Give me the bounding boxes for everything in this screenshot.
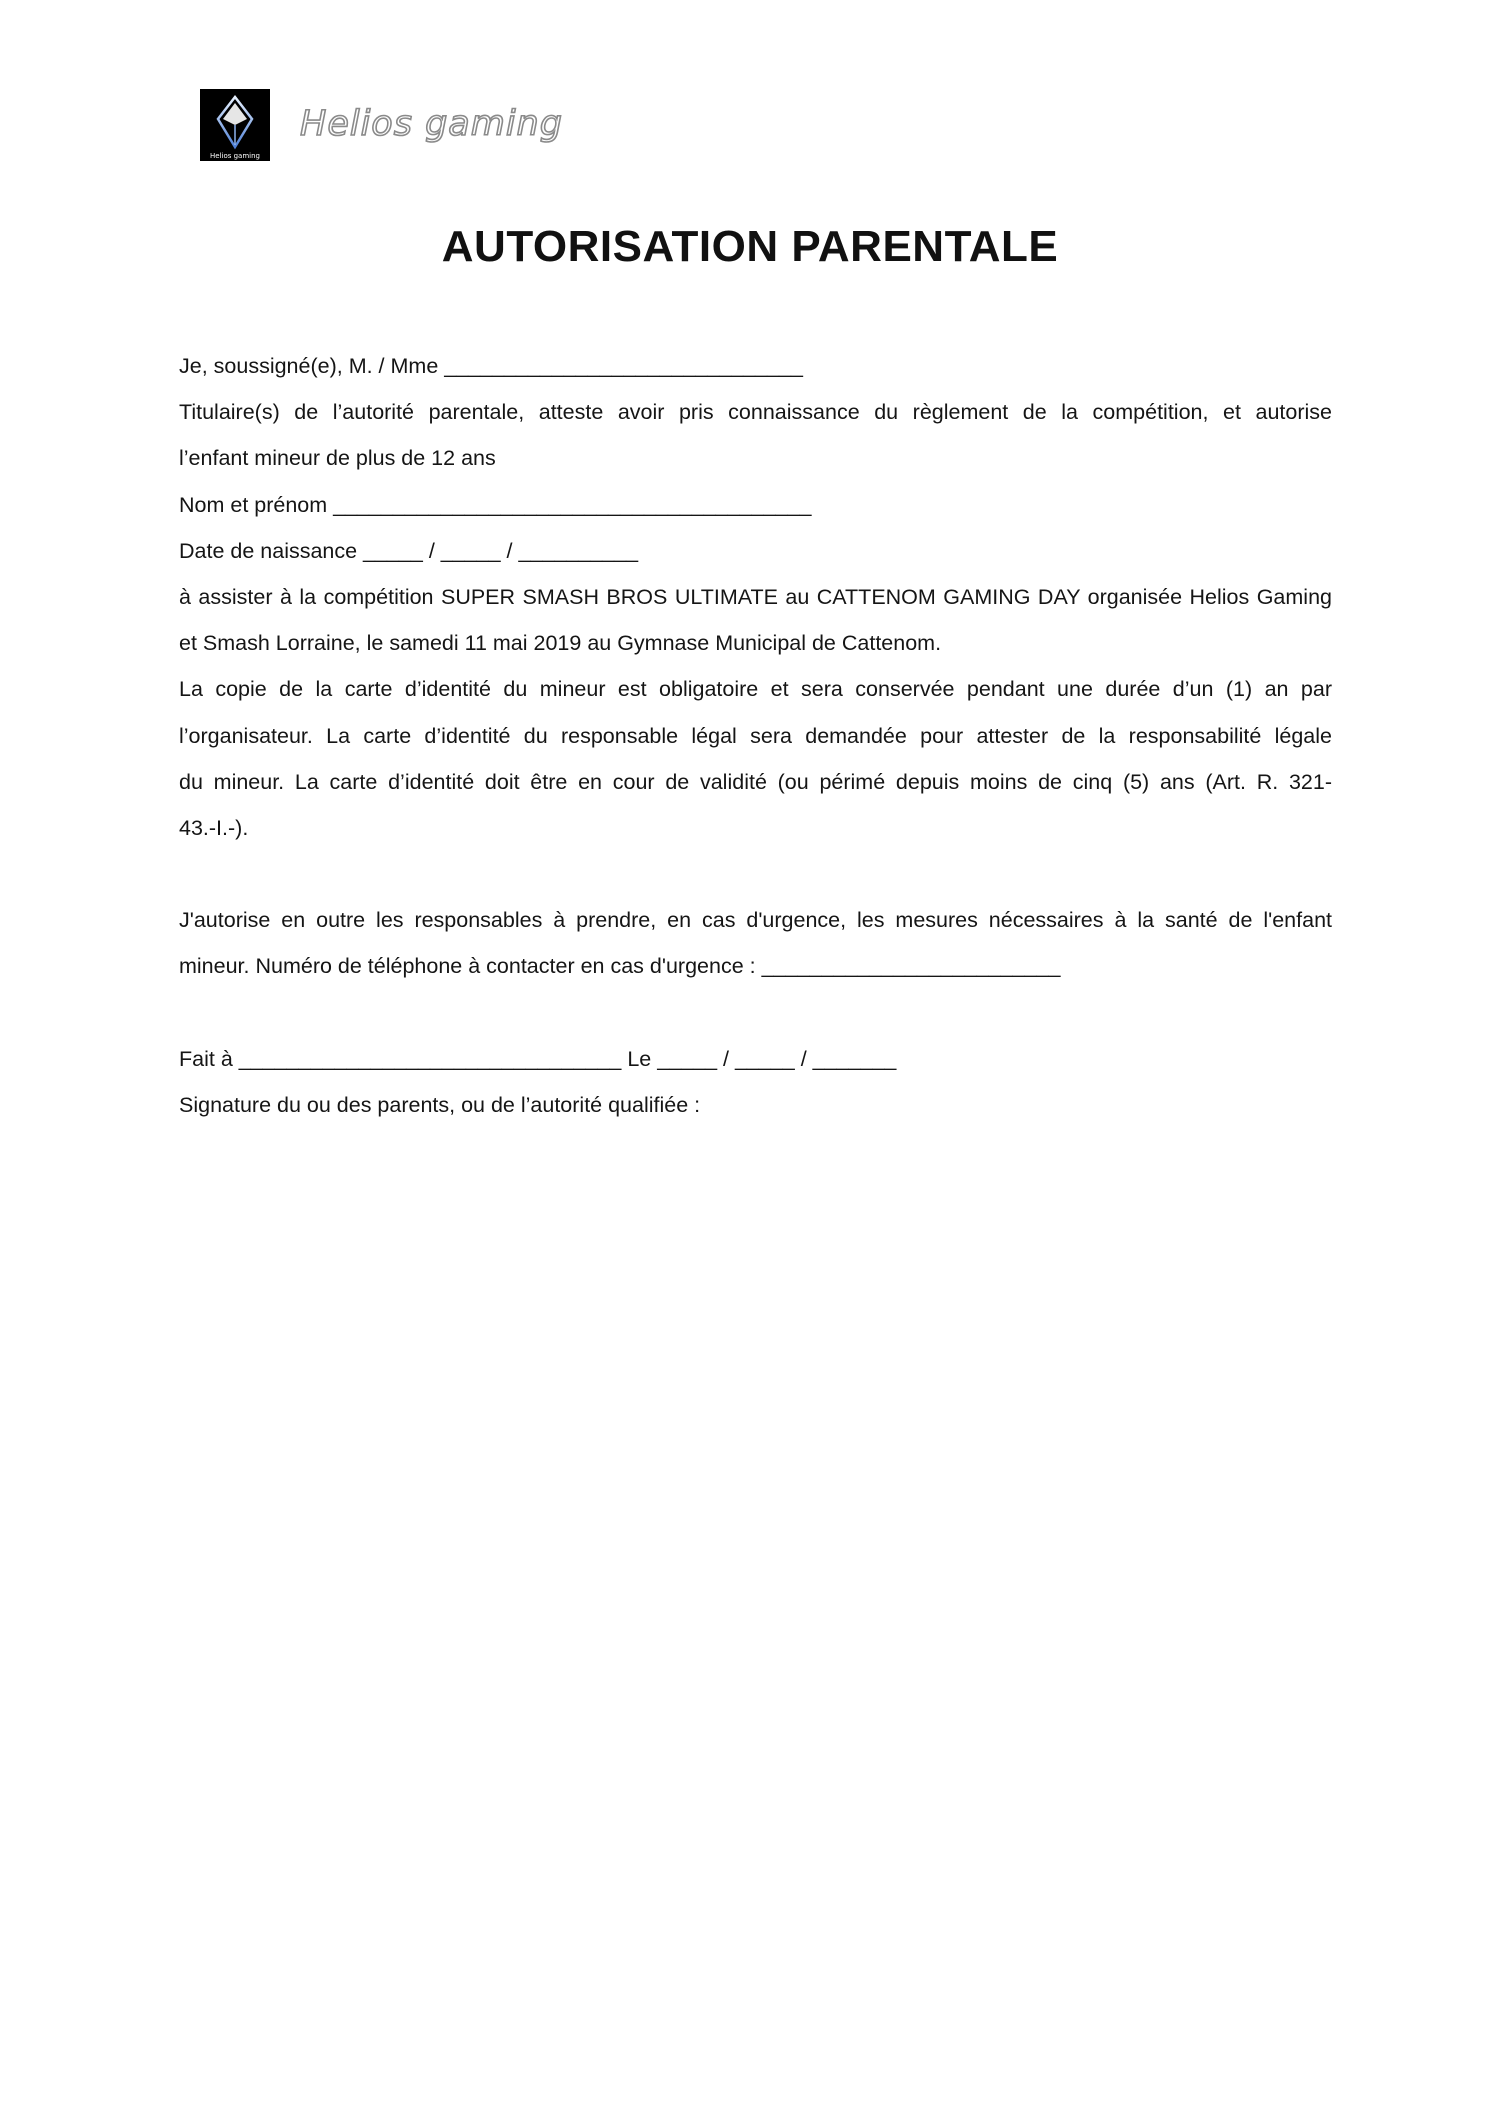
text-line-urgence: J'autorise en outre les responsables à prendre, en cas d'urgence, les mesures nécessaires à la santé de l'enfant — [179, 908, 1332, 933]
text-line-copie-carte: La copie de la carte d’identité du mineur est obligatoire et sera conservée pendant une durée d’un (1) an par — [179, 677, 1332, 702]
text-line-fait-a: Fait à ________________________________ Le _____ / _____ / _______ — [179, 1046, 897, 1071]
text-line-organisateur: l’organisateur. La carte d’identité du responsable légal sera demandée pour attester de la responsabilité légale — [179, 723, 1332, 748]
helios-gaming-logo — [200, 89, 270, 161]
paragraph-gap — [179, 990, 1332, 1036]
paragraph-gap — [179, 851, 1332, 897]
text-line-validite: du mineur. La carte d’identité doit être en cour de validité (ou périmé depuis moins de cinq (5) ans (Art. R. 321- — [179, 769, 1332, 794]
text-line-titulaire: Titulaire(s) de l’autorité parentale, atteste avoir pris connaissance du règlement de la compétition, et autorise — [179, 400, 1332, 425]
diamond-emblem-icon — [200, 89, 270, 161]
text-line-signature: Signature du ou des parents, ou de l’autorité qualifiée : — [179, 1093, 701, 1117]
document-body — [179, 343, 1332, 1128]
text-line-nom-prenom: Nom et prénom ________________________________________ — [179, 492, 812, 517]
text-line-enfant-mineur: l’enfant mineur de plus de 12 ans — [179, 446, 496, 471]
logo-caption: Helios gaming — [210, 152, 260, 160]
text-line-soussigne: Je, soussigné(e), M. / Mme ______________________________ — [179, 354, 803, 378]
page-title: AUTORISATION PARENTALE — [441, 222, 1059, 271]
text-line-article: 43.-I.-). — [179, 815, 249, 840]
logo-wordmark: Helios gaming — [300, 104, 563, 144]
text-line-competition: à assister à la compétition SUPER SMASH BROS ULTIMATE au CATTENOM GAMING DAY organisée Helios Gaming — [179, 584, 1332, 609]
text-line-date-naissance: Date de naissance _____ / _____ / __________ — [179, 538, 639, 563]
text-line-lieu-date: et Smash Lorraine, le samedi 11 mai 2019 au Gymnase Municipal de Cattenom. — [179, 631, 942, 656]
text-line-telephone: mineur. Numéro de téléphone à contacter en cas d'urgence : _________________________ — [179, 954, 1061, 979]
